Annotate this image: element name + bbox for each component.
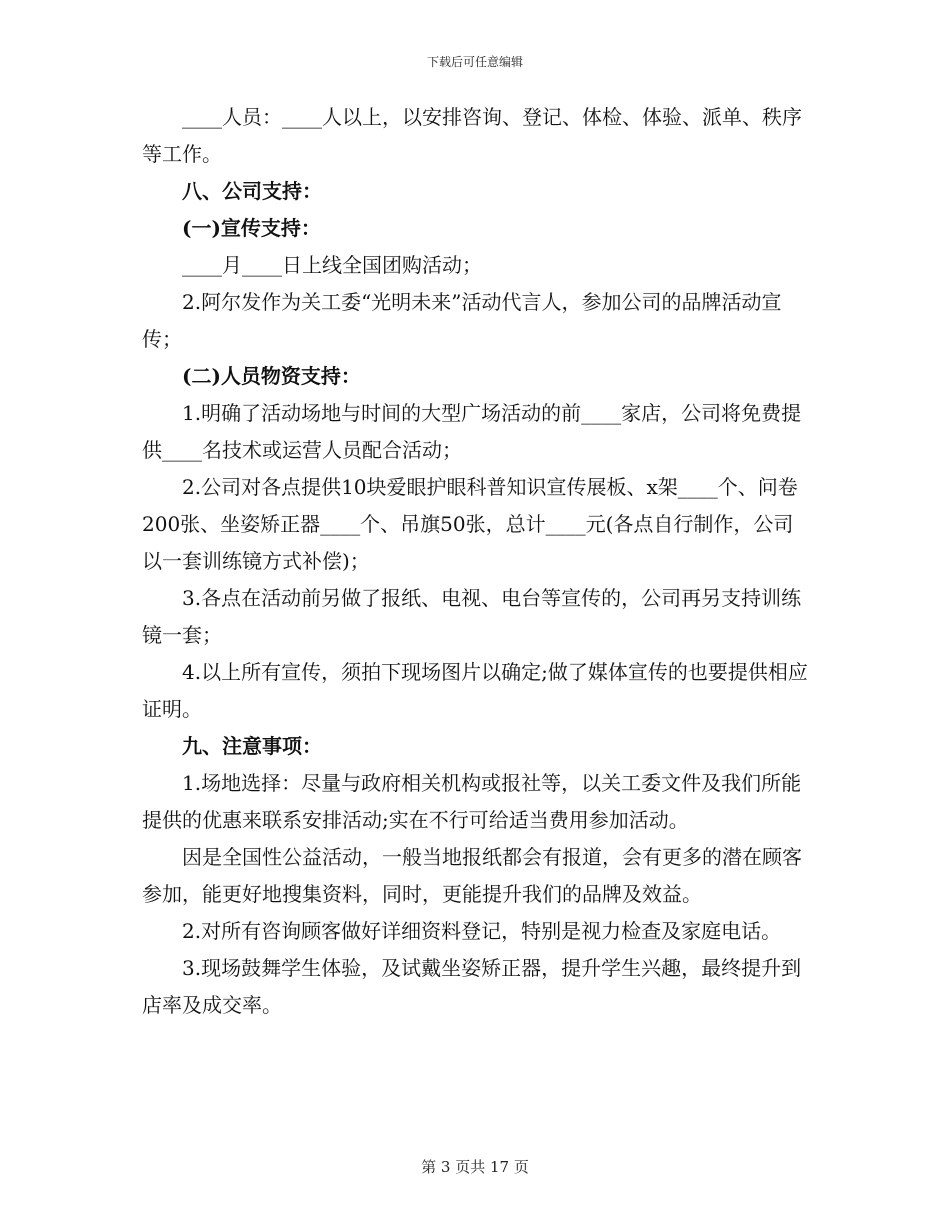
paragraph-extra-publicity: 3.各点在活动前另做了报纸、电视、电台等宣传的，公司再另支持训练镜一套； bbox=[142, 586, 802, 647]
paragraph-group-buy: ____月____日上线全国团购活动； bbox=[182, 253, 482, 277]
subheading-publicity-support: (一)宣传支持： bbox=[182, 216, 321, 240]
page-header: 下载后可任意编辑 bbox=[426, 55, 523, 69]
paragraph-experience: 3.现场鼓舞学生体验，及试戴坐姿矫正器，提升学生兴趣，最终提升到店率及成交率。 bbox=[142, 956, 802, 1017]
paragraph-photo-proof: 4.以上所有宣传，须拍下现场图片以确定;做了媒体宣传的也要提供相应证明。 bbox=[142, 660, 808, 721]
paragraph-free-staff: 1.明确了活动场地与时间的大型广场活动的前____家店，公司将免费提供____名技术或运营人员配合活动； bbox=[142, 401, 802, 462]
paragraph-public-welfare: 因是全国性公益活动，一般当地报纸都会有报道，会有更多的潜在顾客参加，能更好地搜集资料，同时，更能提升我们的品牌及效益。 bbox=[142, 845, 802, 906]
section-heading-notes: 九、注意事项： bbox=[182, 734, 322, 758]
paragraph-materials: 2.公司对各点提供10块爱眼护眼科普知识宣传展板、x架____个、问卷200张、坐姿矫正器____个、吊旗50张，总计____元(各点自行制作，公司以一套训练镜方式补偿)； bbox=[142, 475, 798, 573]
section-heading-company-support: 八、公司支持： bbox=[182, 179, 322, 203]
paragraph-staff: ____人员：____人以上，以安排咨询、登记、体检、体验、派单、秩序等工作。 bbox=[142, 105, 802, 166]
paragraph-spokesperson: 2.阿尔发作为关工委“光明未来”活动代言人，参加公司的品牌活动宣传； bbox=[142, 290, 782, 351]
document-body bbox=[142, 99, 810, 1024]
subheading-staff-material-support: (二)人员物资支持： bbox=[182, 364, 361, 388]
page-footer: 第 3 页共 17 页 bbox=[421, 1158, 529, 1176]
paragraph-venue: 1.场地选择：尽量与政府相关机构或报社等，以关工委文件及我们所能提供的优惠来联系安排活动;实在不行可给适当费用参加活动。 bbox=[142, 771, 802, 832]
paragraph-registration: 2.对所有咨询顾客做好详细资料登记，特别是视力检查及家庭电话。 bbox=[182, 919, 782, 943]
